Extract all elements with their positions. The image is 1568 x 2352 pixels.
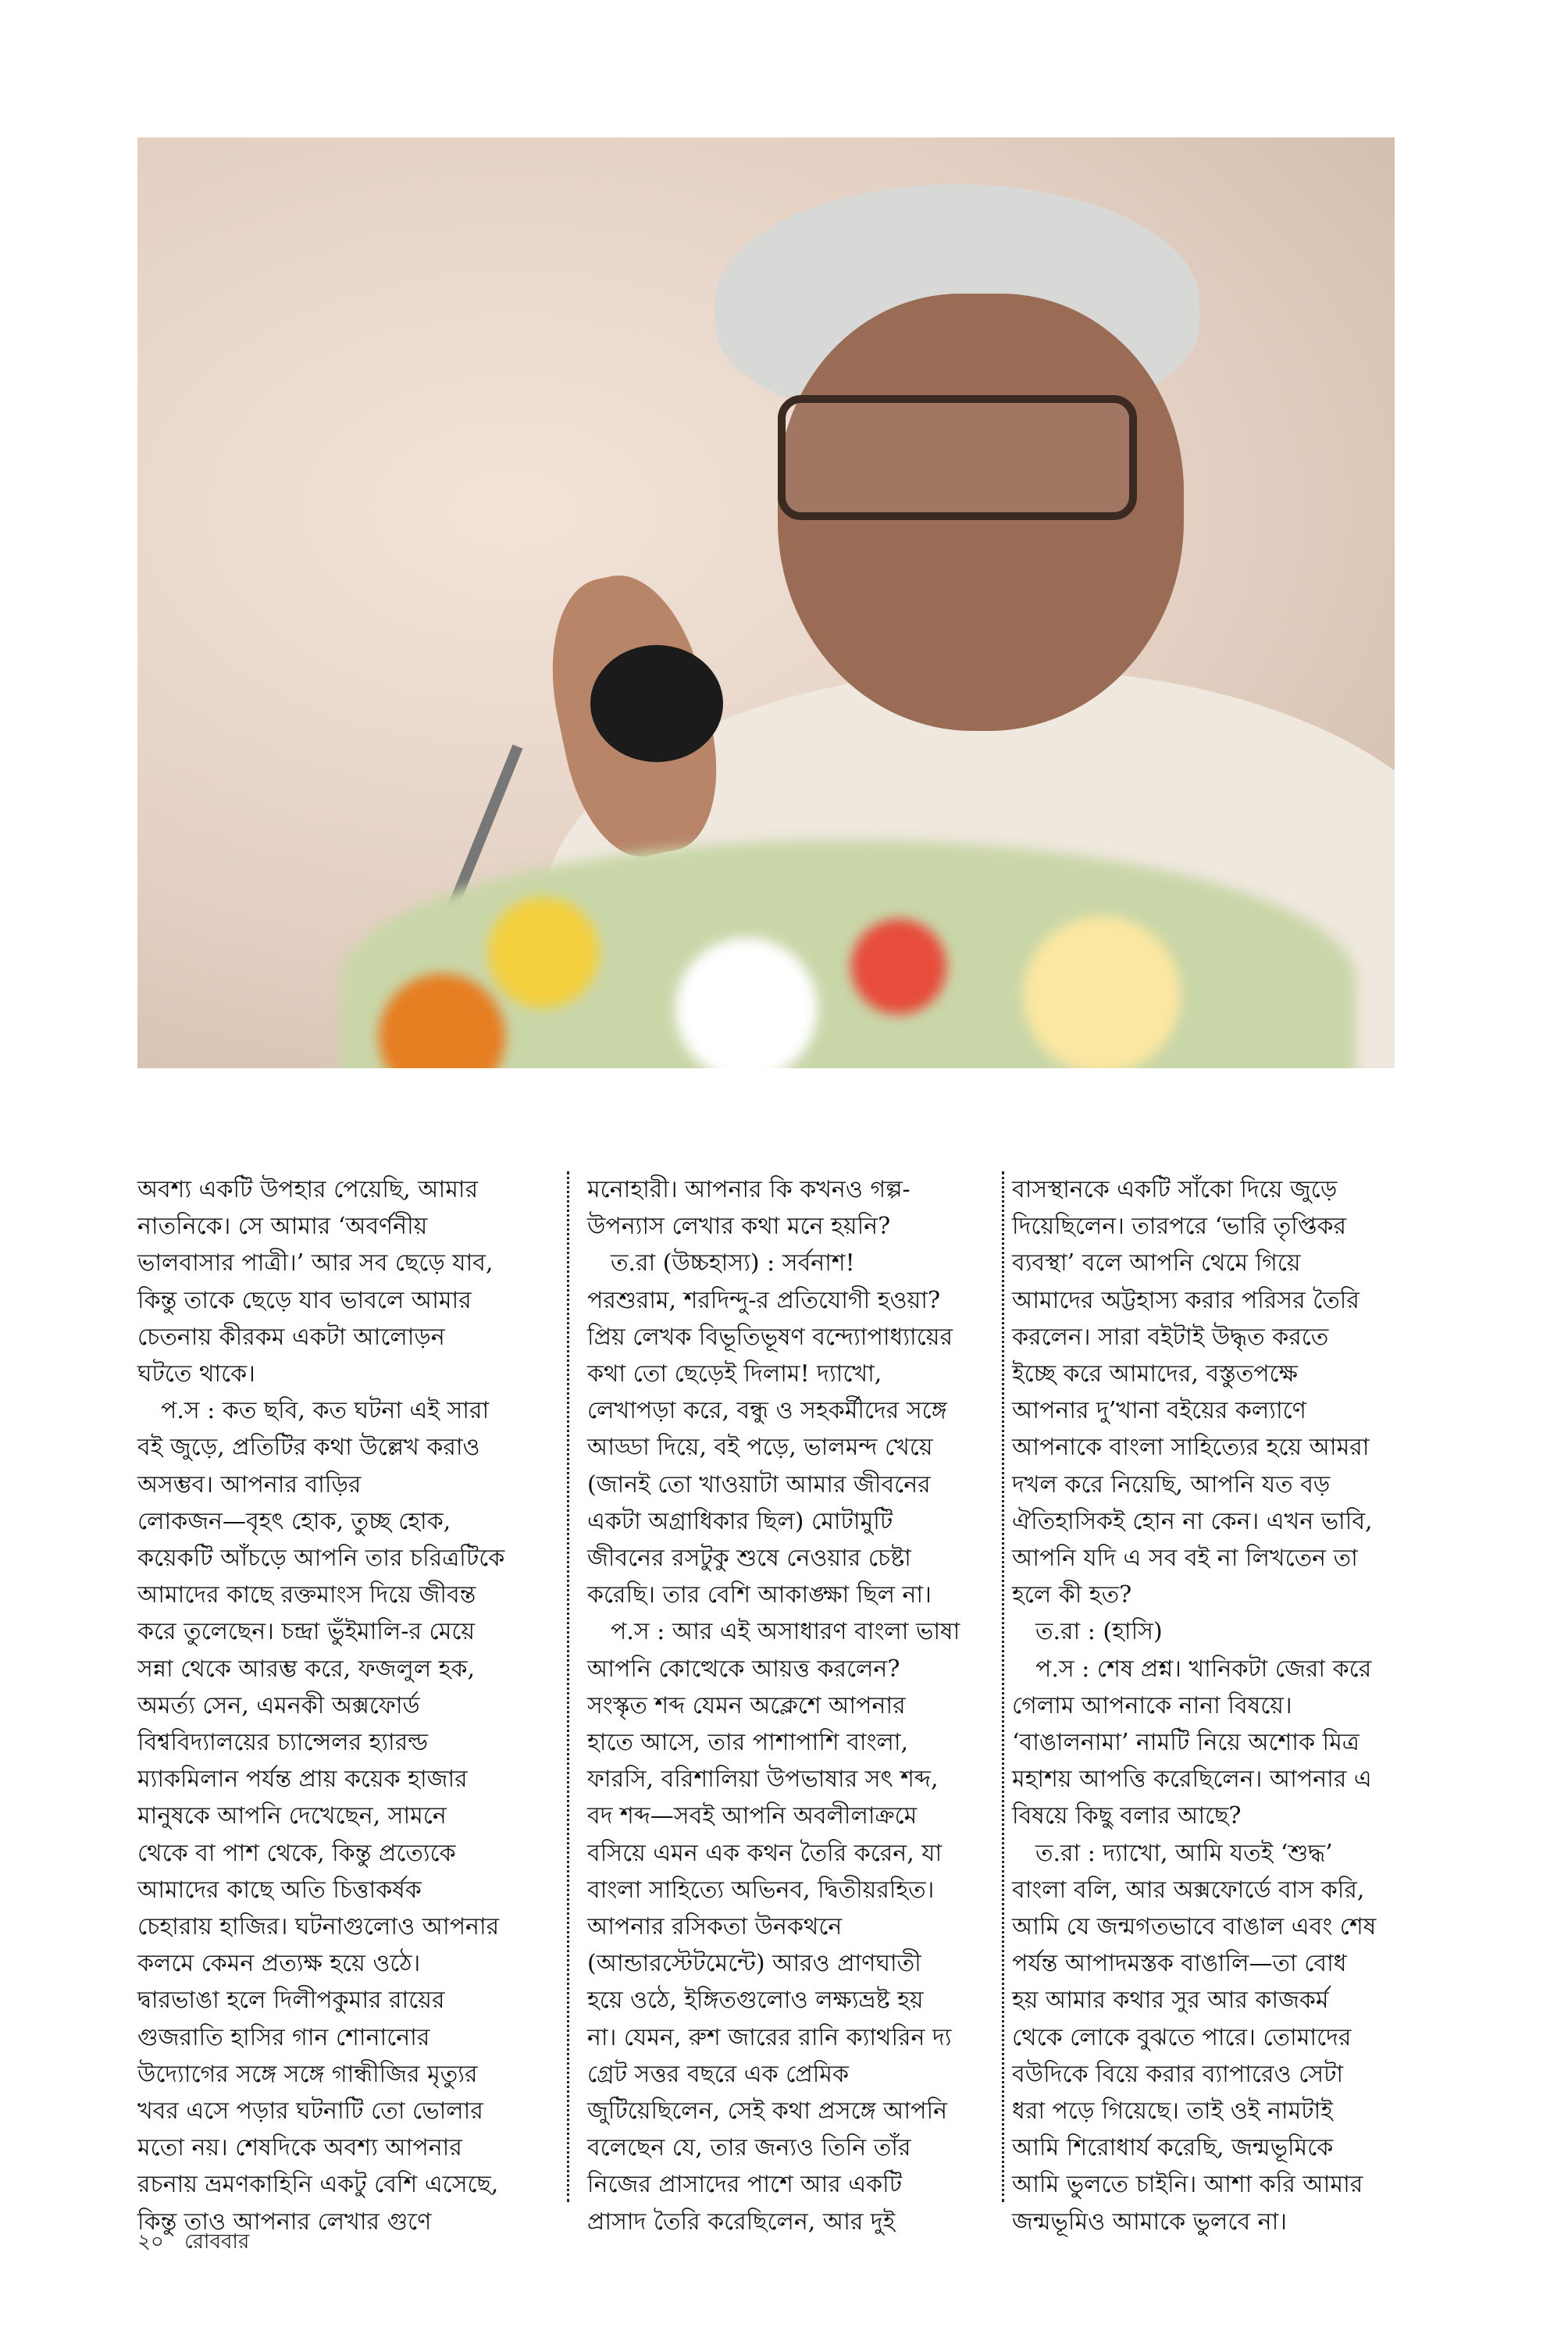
text-line: কলমে কেমন প্রত্যক্ষ হয়ে ওঠে। (137, 1950, 421, 1978)
text-line: আমি শিরোধার্য করেছি, জন্মভূমিকে (1012, 2134, 1334, 2162)
text-line: গুজরাতি হাসির গান শোনানোর (137, 2023, 430, 2051)
text-line: ত.রা : দ্যাখো, আমি যতই ‘শুদ্ধ’ (1035, 1839, 1333, 1867)
text-line: অবশ্য একটি উপহার পেয়েছি, আমার (137, 1176, 479, 1203)
text-line: মহাশয় আপত্তি করেছিলেন। আপনার এ (1012, 1766, 1372, 1794)
text-line: ঘটতে থাকে। (137, 1360, 255, 1388)
text-line: ঐতিহাসিকই হোন না কেন। এখন ভাবি, (1012, 1507, 1373, 1535)
text-line: হয় আমার কথার সুর আর কাজকর্ম (1012, 1987, 1329, 2015)
text-line: মানুষকে আপনি দেখেছেন, সামনে (137, 1802, 447, 1830)
text-line: বদ শব্দ—সবই আপনি অবলীলাক্রমে (587, 1802, 918, 1830)
text-line: সন্না থেকে আরম্ভ করে, ফজলুল হক, (137, 1655, 476, 1683)
text-line: মতো নয়। শেষদিকে অবশ্য আপনার (137, 2134, 462, 2162)
text-line: কিন্তু তাও আপনার লেখার গুণে (137, 2208, 432, 2236)
text-line: উদ্যোগের সঙ্গে সঙ্গে গান্ধীজির মৃত্যুর (137, 2060, 478, 2088)
text-line: বাসস্থানকে একটি সাঁকো দিয়ে জুড়ে (1012, 1176, 1338, 1203)
text-line: লেখাপড়া করে, বন্ধু ও সহকর্মীদের সঙ্গে (587, 1397, 947, 1425)
text-line: ধরা পড়ে গিয়েছে। তাই ওই নামটাই (1012, 2097, 1333, 2126)
text-line: নাতনিকে। সে আমার ‘অবর্ণনীয় (137, 1213, 428, 1241)
text-line: (জানই তো খাওয়াটা আমার জীবনের (587, 1470, 931, 1499)
text-line: আপনি কোত্থেকে আয়ত্ত করলেন? (587, 1655, 900, 1683)
text-line: প্রাসাদ তৈরি করেছিলেন, আর দুই (587, 2208, 896, 2236)
text-line: দখল করে নিয়েছি, আপনি যত বড় (1012, 1470, 1331, 1499)
text-line: লোকজন—বৃহৎ হোক, তুচ্ছ হোক, (137, 1507, 451, 1535)
column-divider-2 (1002, 1171, 1004, 2202)
text-line: জন্মভূমিও আমাকে ভুলবে না। (1012, 2208, 1288, 2236)
text-line: বই জুড়ে, প্রতিটির কথা উল্লেখ করাও (137, 1434, 480, 1462)
text-line: কিন্তু তাকে ছেড়ে যাব ভাবলে আমার (137, 1286, 472, 1314)
text-line: বাংলা সাহিত্যে অভিনব, দ্বিতীয়রহিত। (587, 1876, 935, 1904)
page-footer (137, 2225, 263, 2260)
text-line: আপনার রসিকতা উনকথনে (587, 1913, 843, 1941)
microphone-icon (590, 645, 723, 762)
text-line: বিষয়ে কিছু বলার আছে? (1012, 1802, 1242, 1830)
text-line: দ্বারভাঙা হলে দিলীপকুমার রায়ের (137, 1987, 445, 2015)
text-line: আপনি যদি এ সব বই না লিখতেন তা (1012, 1545, 1358, 1573)
text-line: পর্যন্ত আপাদমস্তক বাঙালি—তা বোধ (1012, 1950, 1347, 1978)
text-line: আমাদের কাছে অতি চিত্তাকর্ষক (137, 1876, 422, 1904)
text-line: ইচ্ছে করে আমাদের, বস্তুতপক্ষে (1012, 1360, 1298, 1388)
text-line: প.স : কত ছবি, কত ঘটনা এই সারা (161, 1397, 490, 1425)
text-line: বলেছেন যে, তার জন্যও তিনি তাঁর (587, 2134, 911, 2162)
text-line: আপনাকে বাংলা সাহিত্যের হয়ে আমরা (1012, 1434, 1370, 1462)
text-line: করে তুলেছেন। চন্দ্রা ভুঁইমালি-র মেয়ে (137, 1618, 476, 1646)
author-photo (137, 137, 1395, 1068)
text-line: গ্রেট সত্তর বছরে এক প্রেমিক (587, 2060, 849, 2088)
text-line: জুটিয়েছিলেন, সেই কথা প্রসঙ্গে আপনি (587, 2097, 947, 2126)
text-line: ‘বাঙালনামা’ নামটি নিয়ে অশোক মিত্র (1012, 1729, 1360, 1757)
text-line: আমি যে জন্মগতভাবে বাঙাল এবং শেষ (1012, 1913, 1377, 1941)
text-line: ভালবাসার পাত্রী।’ আর সব ছেড়ে যাব, (137, 1249, 494, 1278)
magazine-name: রোববার (184, 2230, 250, 2254)
photo-glasses (778, 395, 1137, 520)
text-line: প.স : শেষ প্রশ্ন। খানিকটা জেরা করে (1035, 1655, 1372, 1683)
text-line: বউদিকে বিয়ে করার ব্যাপারেও সেটা (1012, 2060, 1344, 2088)
text-line: একটা অগ্রাধিকার ছিল) মোটামুটি (587, 1507, 893, 1535)
text-line: মনোহারী। আপনার কি কখনও গল্প- (587, 1176, 911, 1203)
text-line: থেকে বা পাশ থেকে, কিন্তু প্রত্যেকে (137, 1839, 456, 1867)
text-line: করেছি। তার বেশি আকাঙ্ক্ষা ছিল না। (587, 1581, 932, 1609)
text-line: না। যেমন, রুশ জারের রানি ক্যাথরিন দ্য (587, 2023, 952, 2051)
text-line: আমি ভুলতে চাইনি। আশা করি আমার (1012, 2171, 1363, 2199)
text-line: দিয়েছিলেন। তারপরে ‘ভারি তৃপ্তিকর (1012, 1213, 1347, 1241)
text-line: চেতনায় কীরকম একটা আলোড়ন (137, 1323, 445, 1351)
page-number: ২০ (137, 2230, 164, 2254)
text-line: ব্যবস্থা’ বলে আপনি থেমে গিয়ে (1012, 1249, 1301, 1278)
text-line: বিশ্ববিদ্যালয়ের চ্যান্সেলর হ্যারল্ড (137, 1729, 429, 1757)
text-line: কয়েকটি আঁচড়ে আপনি তার চরিত্রটিকে (137, 1545, 505, 1573)
text-line: আড্ডা দিয়ে, বই পড়ে, ভালমন্দ খেয়ে (587, 1434, 933, 1462)
text-line: হাতে আসে, তার পাশাপাশি বাংলা, (587, 1729, 909, 1757)
text-line: ত.রা (উচ্চহাস্য) : সর্বনাশ! (611, 1249, 855, 1278)
text-line: হলে কী হত? (1012, 1581, 1132, 1609)
text-column-3 (1012, 1171, 1434, 2240)
text-line: অসম্ভব। আপনার বাড়ির (137, 1470, 362, 1499)
column-divider-1 (567, 1171, 569, 2202)
text-line: সংস্কৃত শব্দ যেমন অক্লেশে আপনার (587, 1691, 906, 1719)
text-line: জীবনের রসটুকু শুষে নেওয়ার চেষ্টা (587, 1545, 911, 1573)
text-line: পরশুরাম, শরদিন্দু-র প্রতিযোগী হওয়া? (587, 1286, 941, 1314)
text-line: কথা তো ছেড়েই দিলাম! দ্যাখো, (587, 1360, 882, 1388)
text-line: হয়ে ওঠে, ইঙ্গিতগুলোও লক্ষ্যভ্রষ্ট হয় (587, 1987, 924, 2015)
text-line: খবর এসে পড়ার ঘটনাটি তো ভোলার (137, 2097, 483, 2126)
text-column-1 (137, 1171, 559, 2240)
text-line: প.স : আর এই অসাধারণ বাংলা ভাষা (611, 1618, 960, 1646)
text-line: অমর্ত্য সেন, এমনকী অক্সফোর্ড (137, 1691, 420, 1719)
text-line: নিজের প্রাসাদের পাশে আর একটি (587, 2171, 903, 2199)
text-line: গেলাম আপনাকে নানা বিষয়ে। (1012, 1691, 1292, 1719)
text-line: বসিয়ে এমন এক কথন তৈরি করেন, যা (587, 1839, 943, 1867)
text-line: রচনায় ভ্রমণকাহিনি একটু বেশি এসেছে, (137, 2171, 499, 2199)
text-line: আমাদের কাছে রক্তমাংস দিয়ে জীবন্ত (137, 1581, 476, 1609)
text-line: ফারসি, বরিশালিয়া উপভাষার সৎ শব্দ, (587, 1766, 939, 1794)
text-line: ম্যাকমিলান পর্যন্ত প্রায় কয়েক হাজার (137, 1766, 468, 1794)
text-line: প্রিয় লেখক বিভূতিভূষণ বন্দ্যোপাধ্যায়ের (587, 1323, 953, 1351)
text-line: চেহারায় হাজির। ঘটনাগুলোও আপনার (137, 1913, 500, 1941)
text-line: আমাদের অট্টহাস্য করার পরিসর তৈরি (1012, 1286, 1360, 1314)
text-line: আপনার দু’খানা বইয়ের কল্যাণে (1012, 1397, 1306, 1425)
text-line: উপন্যাস লেখার কথা মনে হয়নি? (587, 1213, 891, 1241)
text-line: করলেন। সারা বইটাই উদ্ধৃত করতে (1012, 1323, 1329, 1351)
text-column-2 (587, 1171, 1009, 2240)
text-line: বাংলা বলি, আর অক্সফোর্ডে বাস করি, (1012, 1876, 1365, 1904)
text-line: থেকে লোকে বুঝতে পারে। তোমাদের (1012, 2023, 1352, 2051)
text-line: ত.রা : (হাসি) (1035, 1618, 1163, 1646)
text-line: (আন্ডারস্টেটমেন্টে) আরও প্রাণঘাতী (587, 1950, 921, 1978)
